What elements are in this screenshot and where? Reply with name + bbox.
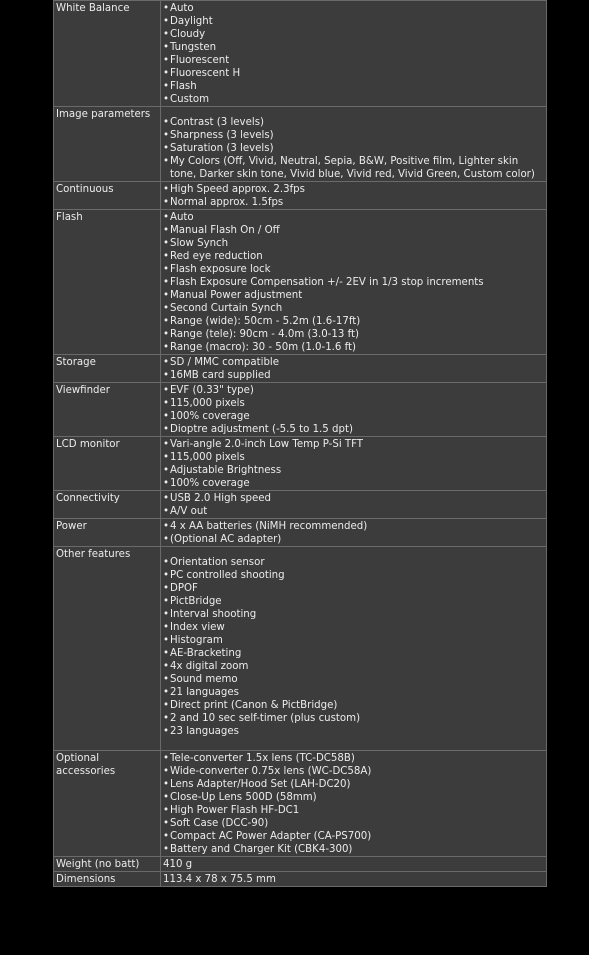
spec-value-item: • Flash exposure lock [163,263,544,276]
spec-value-item: • Daylight [163,15,544,28]
spec-value-item: • Red eye reduction [163,250,544,263]
spec-value [161,383,547,437]
spec-value-item: • Contrast (3 levels) [163,116,544,129]
spec-value-item: • Close-Up Lens 500D (58mm) [163,791,544,804]
spec-value [161,872,547,887]
spec-row-image-parameters [54,107,547,182]
spec-table-body [54,1,547,887]
spec-row-white-balance [54,1,547,107]
spec-value-item: • SD / MMC compatible [163,356,544,369]
spec-value-item: • Direct print (Canon & PictBridge) [163,699,544,712]
spec-value-item: • Interval shooting [163,608,544,621]
spec-value-list [163,356,544,382]
spec-value-item: • Fluorescent [163,54,544,67]
spec-value [161,547,547,751]
spec-label: Power [54,519,161,547]
spec-value-item: • DPOF [163,582,544,595]
spec-value-item: • (Optional AC adapter) [163,533,544,546]
spec-value [161,355,547,383]
spec-value-list [163,438,544,490]
spec-value-item: • Slow Synch [163,237,544,250]
spec-value-item: • Manual Flash On / Off [163,224,544,237]
spec-value-item: • Range (wide): 50cm - 5.2m (1.6-17ft) [163,315,544,328]
spec-value-item: • Auto [163,2,544,15]
spec-value-list [163,384,544,436]
spec-value-item: • 100% coverage [163,477,544,490]
spec-value [161,519,547,547]
spec-value-item: • Wide-converter 0.75x lens (WC-DC58A) [163,765,544,778]
spec-value-item: • 23 languages [163,725,544,738]
spec-value [161,182,547,210]
spec-label: White Balance [54,1,161,107]
spec-value-item: • Adjustable Brightness [163,464,544,477]
spec-value-item: • Sound memo [163,673,544,686]
spec-value-item: • Flash Exposure Compensation +/- 2EV in 1/3 stop increments [163,276,544,289]
spec-value-list [163,116,544,181]
spacer [163,548,544,556]
spec-value-item: • Battery and Charger Kit (CBK4-300) [163,843,544,856]
spec-value-item: • Range (tele): 90cm - 4.0m (3.0-13 ft) [163,328,544,341]
spec-value-item: • USB 2.0 High speed [163,492,544,505]
spec-row-power [54,519,547,547]
spec-row-lcd-monitor [54,437,547,491]
spec-value [161,1,547,107]
spec-row-viewfinder [54,383,547,437]
spec-value-list [163,211,544,354]
spec-value-item: • Auto [163,211,544,224]
spec-value-item: • Sharpness (3 levels) [163,129,544,142]
spec-label: Flash [54,210,161,355]
spec-value-item: • Second Curtain Synch [163,302,544,315]
spec-label: Dimensions [54,872,161,887]
spec-value [161,491,547,519]
spec-row-flash [54,210,547,355]
spec-value [161,751,547,857]
spec-value-list [163,520,544,546]
spec-value-list [163,492,544,518]
spec-value-item: • Soft Case (DCC-90) [163,817,544,830]
spec-row-connectivity [54,491,547,519]
spec-value-item: • Histogram [163,634,544,647]
spec-value-item: • EVF (0.33" type) [163,384,544,397]
spec-label: Connectivity [54,491,161,519]
spec-value-item: • 2 and 10 sec self-timer (plus custom) [163,712,544,725]
spec-value-item: • My Colors (Off, Vivid, Neutral, Sepia, B&W, Positive film, Lighter skin tone, Darker skin tone, Vivid blue, Vivid red, Vivid Green, Custom color) [163,155,544,181]
spec-value-item: • Manual Power adjustment [163,289,544,302]
spec-value-item: • 4 x AA batteries (NiMH recommended) [163,520,544,533]
spec-row-optional-accessories [54,751,547,857]
spec-value-item: • 16MB card supplied [163,369,544,382]
spec-value-item: • PictBridge [163,595,544,608]
spec-value-text: 410 g [163,859,193,870]
spec-value-item: • Fluorescent H [163,67,544,80]
spec-value-list [163,752,544,856]
spec-row-continuous [54,182,547,210]
spec-label: LCD monitor [54,437,161,491]
spec-value-item: • 4x digital zoom [163,660,544,673]
spec-label: Continuous [54,182,161,210]
spec-value-item: • Index view [163,621,544,634]
spec-row-other-features [54,547,547,751]
spec-value-item: • Flash [163,80,544,93]
spec-value-item: • Normal approx. 1.5fps [163,196,544,209]
spec-row-weight-no-batt [54,857,547,872]
spec-label: Weight (no batt) [54,857,161,872]
spec-value-item: • AE-Bracketing [163,647,544,660]
spec-value-item: • Cloudy [163,28,544,41]
spec-label: Viewfinder [54,383,161,437]
spacer [163,108,544,116]
spec-value-item: • Compact AC Power Adapter (CA-PS700) [163,830,544,843]
spec-value-item: • Saturation (3 levels) [163,142,544,155]
spec-row-storage [54,355,547,383]
spec-value [161,107,547,182]
spec-value-item: • Lens Adapter/Hood Set (LAH-DC20) [163,778,544,791]
spec-value-list [163,2,544,106]
spec-value-item: • Vari-angle 2.0-inch Low Temp P-Si TFT [163,438,544,451]
spec-value-item: • 115,000 pixels [163,451,544,464]
spec-value [161,857,547,872]
spec-value-item: • 100% coverage [163,410,544,423]
spec-value-text: 113.4 x 78 x 75.5 mm [163,874,276,885]
spec-value-item: • Dioptre adjustment (-5.5 to 1.5 dpt) [163,423,544,436]
spec-value-item: • Tungsten [163,41,544,54]
spec-label: Other features [54,547,161,751]
spec-value-list [163,556,544,738]
spec-value [161,210,547,355]
spec-table [53,0,547,887]
spec-value-item: • 115,000 pixels [163,397,544,410]
spec-label: Optional accessories [54,751,161,857]
spec-label: Image parameters [54,107,161,182]
spec-value-item: • A/V out [163,505,544,518]
spec-value-item: • High Power Flash HF-DC1 [163,804,544,817]
spec-value-item: • Custom [163,93,544,106]
spec-value-item: • Orientation sensor [163,556,544,569]
spec-label: Storage [54,355,161,383]
spec-value [161,437,547,491]
spec-value-item: • PC controlled shooting [163,569,544,582]
spec-value-item: • Range (macro): 30 - 50m (1.0-1.6 ft) [163,341,544,354]
spec-row-dimensions [54,872,547,887]
spec-value-list [163,183,544,209]
spec-value-item: • 21 languages [163,686,544,699]
spec-value-item: • Tele-converter 1.5x lens (TC-DC58B) [163,752,544,765]
spec-value-item: • High Speed approx. 2.3fps [163,183,544,196]
